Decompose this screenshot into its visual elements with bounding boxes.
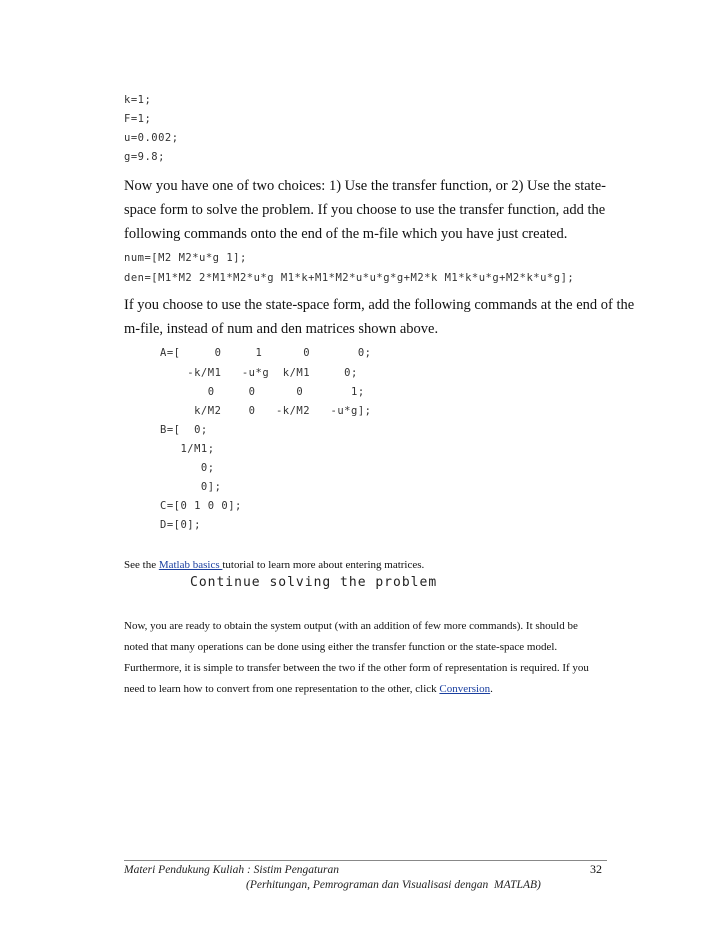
- code-line-den: den=[M1*M2 2*M1*M2*u*g M1*k+M1*M2*u*u*g*g+M2*k M1*k*u*g+M2*k*u*g];: [124, 272, 575, 284]
- page-number: 32: [590, 862, 602, 876]
- basics-text-after: tutorial to learn more about entering matrices.: [222, 559, 425, 571]
- code-line-F: F=1;: [124, 113, 152, 125]
- code-line-D: D=[0];: [160, 519, 201, 531]
- code-line-u: u=0.002;: [124, 132, 179, 144]
- paragraph-line: Furthermore, it is simple to transfer between the two if the other form of representation is required. If you: [124, 662, 589, 674]
- code-line-B: B=[ 0;: [160, 424, 208, 436]
- code-line-A: A=[ 0 1 0 0;: [160, 347, 372, 359]
- code-line-A: 0 0 0 1;: [160, 386, 365, 398]
- code-line-g: g=9.8;: [124, 151, 165, 163]
- footer-divider: [124, 860, 607, 861]
- matlab-basics-link[interactable]: Matlab basics: [158, 559, 223, 571]
- conversion-link[interactable]: Conversion: [439, 683, 491, 695]
- footer-subtitle: (Perhitungan, Pemrograman dan Visualisasi dengan MATLAB): [246, 879, 541, 891]
- paragraph-line: noted that many operations can be done using either the transfer function or the state-space model.: [124, 641, 558, 653]
- code-line-C: C=[0 1 0 0];: [160, 500, 242, 512]
- paragraph-line: Now you have one of two choices: 1) Use the transfer function, or 2) Use the state-: [124, 178, 606, 194]
- code-line-A: -k/M1 -u*g k/M1 0;: [160, 367, 358, 379]
- paragraph-line: m-file, instead of num and den matrices shown above.: [124, 321, 439, 337]
- code-line-B: 1/M1;: [160, 443, 215, 455]
- paragraph-line: space form to solve the problem. If you choose to use the transfer function, add the: [124, 202, 606, 218]
- basics-text-before: See the: [124, 559, 159, 571]
- paragraph-line: following commands onto the end of the m-file which you have just created.: [124, 226, 568, 242]
- conversion-text-before: need to learn how to convert from one representation to the other, click: [124, 683, 440, 695]
- code-line-B: 0];: [160, 481, 222, 493]
- code-line-k: k=1;: [124, 94, 152, 106]
- code-line-num: num=[M2 M2*u*g 1];: [124, 252, 247, 264]
- continue-solving-link[interactable]: Continue solving the problem: [190, 575, 438, 590]
- code-line-B: 0;: [160, 462, 215, 474]
- conversion-text-after: .: [490, 683, 493, 695]
- code-line-A: k/M2 0 -k/M2 -u*g];: [160, 405, 372, 417]
- paragraph-line: Now, you are ready to obtain the system output (with an addition of few more commands). It should be: [124, 620, 578, 632]
- basics-sentence: [124, 556, 424, 574]
- footer-course-title: Materi Pendukung Kuliah : Sistim Pengaturan: [124, 864, 339, 876]
- paragraph-line: [124, 680, 493, 698]
- paragraph-line: If you choose to use the state-space form, add the following commands at the end of the: [124, 297, 635, 313]
